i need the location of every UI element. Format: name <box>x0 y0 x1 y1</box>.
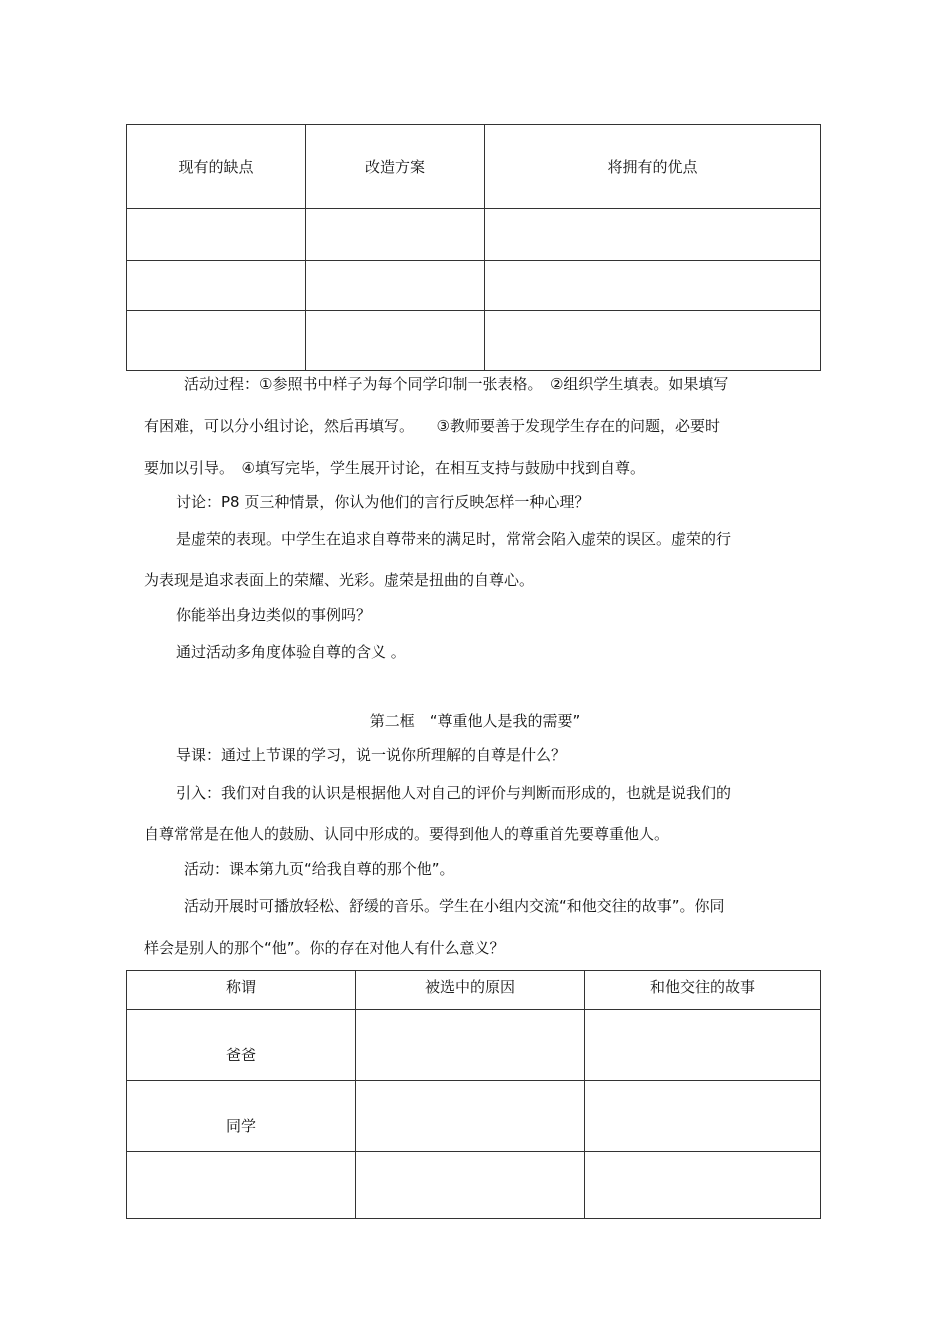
table-header-cell: 将拥有的优点 <box>485 125 821 209</box>
table-cell <box>127 261 306 311</box>
paragraph-line: 引入：我们对自我的认识是根据他人对自己的评价与判断而形成的，也就是说我们的 <box>176 784 732 802</box>
table-header-cell: 改造方案 <box>306 125 485 209</box>
table-row <box>127 311 821 371</box>
table-cell <box>306 261 485 311</box>
table-cell <box>127 209 306 261</box>
table-cell <box>306 209 485 261</box>
table-cell <box>485 311 821 371</box>
table-cell <box>356 1081 585 1152</box>
table-cell <box>356 1152 585 1219</box>
paragraph-line: 要加以引导。 ④填写完毕，学生展开讨论，在相互支持与鼓励中找到自尊。 <box>144 459 645 477</box>
table-cell <box>127 1152 356 1219</box>
paragraph-line: 导课：通过上节课的学习，说一说你所理解的自尊是什么？ <box>176 746 567 764</box>
table-cell <box>485 209 821 261</box>
table-cell <box>585 1010 821 1081</box>
table-row <box>127 1081 821 1152</box>
table-row <box>127 1152 821 1219</box>
paragraph-line: 活动：课本第九页“给我自尊的那个他”。 <box>184 860 455 878</box>
table-row <box>127 1010 821 1081</box>
table-header-cell: 和他交往的故事 <box>585 971 821 1010</box>
table-header-cell: 称谓 <box>127 971 356 1010</box>
table-cell: 同学 <box>127 1081 356 1152</box>
paragraph-line: 自尊常常是在他人的鼓励、认同中形成的。要得到他人的尊重首先要尊重他人。 <box>144 825 670 843</box>
improvement-plan-table <box>126 124 821 371</box>
table-cell <box>306 311 485 371</box>
table-cell <box>585 1152 821 1219</box>
paragraph-line: 讨论：P8 页三种情景，你认为他们的言行反映怎样一种心理？ <box>176 493 590 511</box>
table-header-row <box>127 971 821 1010</box>
table-header-cell: 现有的缺点 <box>127 125 306 209</box>
paragraph-line: 活动开展时可播放轻松、舒缓的音乐。学生在小组内交流“和他交往的故事”。你同 <box>184 897 725 915</box>
table-row <box>127 209 821 261</box>
paragraph-line: 样会是别人的那个“他”。你的存在对他人有什么意义？ <box>144 939 505 957</box>
paragraph-line: 是虚荣的表现。中学生在追求自尊带来的满足时，常常会陷入虚荣的误区。虚荣的行 <box>176 530 732 548</box>
paragraph-line: 为表现是追求表面上的荣耀、光彩。虚荣是扭曲的自尊心。 <box>144 571 535 589</box>
table-cell: 爸爸 <box>127 1010 356 1081</box>
paragraph-line: 通过活动多角度体验自尊的含义 。 <box>176 643 406 661</box>
table-cell <box>485 261 821 311</box>
table-cell <box>127 311 306 371</box>
table-header-cell: 被选中的原因 <box>356 971 585 1010</box>
paragraph-line: 你能举出身边类似的事例吗？ <box>176 606 372 624</box>
table-row <box>127 261 821 311</box>
paragraph-line: 活动过程：①参照书中样子为每个同学印制一张表格。 ②组织学生填表。如果填写 <box>184 375 729 393</box>
table-cell <box>585 1081 821 1152</box>
respect-person-table <box>126 970 821 1219</box>
paragraph-line: 有困难，可以分小组讨论，然后再填写。 ③教师要善于发现学生存在的问题，必要时 <box>144 417 720 435</box>
table-header-row <box>127 125 821 209</box>
table-cell <box>356 1010 585 1081</box>
section-heading: 第二框 “尊重他人是我的需要” <box>369 712 581 730</box>
